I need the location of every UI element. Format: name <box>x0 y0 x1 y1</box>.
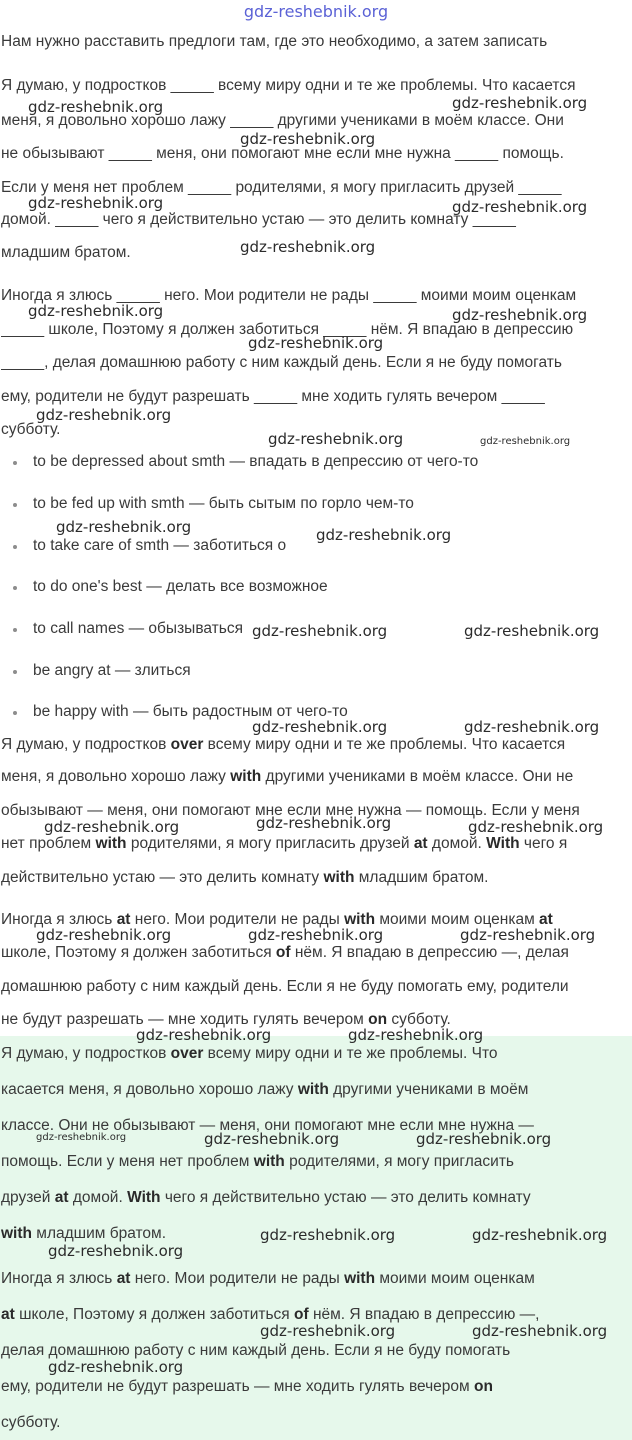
watermark: gdz-reshebnik.org <box>468 818 604 836</box>
answer-line: не будут разрешать — мне ходить гулять вечером on субботу. <box>1 1011 451 1028</box>
exercise-line: младшим братом. <box>1 244 131 261</box>
watermark: gdz-reshebnik.org <box>452 198 588 216</box>
final-answer-line: делая домашнюю работу с ним каждый день. Если я не буду помогать <box>1 1342 511 1359</box>
exercise-line: ему, родители не будут разрешать _____ мне ходить гулять вечером _____ <box>1 388 545 405</box>
watermark: gdz-reshebnik.org <box>452 306 588 324</box>
answer-line: Я думаю, у подростков over всему миру одни и те же проблемы. Что касается <box>1 736 566 753</box>
watermark: gdz-reshebnik.org <box>472 1322 608 1340</box>
watermark: gdz-reshebnik.org <box>240 238 376 256</box>
watermark: gdz-reshebnik.org <box>28 302 164 320</box>
final-answer-line: друзей at домой. With чего я действительно устаю — это делить комнату <box>1 1189 531 1206</box>
watermark: gdz-reshebnik.org <box>36 406 172 424</box>
final-answer-line: касается меня, я довольно хорошо лажу with другими учениками в моём <box>1 1081 529 1098</box>
answer-line: меня, я довольно хорошо лажу with другими учениками в моём классе. Они не <box>1 768 574 785</box>
watermark: gdz-reshebnik.org <box>268 430 404 448</box>
vocab-item: be happy with — быть радостным от чего-то <box>14 702 348 722</box>
watermark: gdz-reshebnik.org <box>240 130 376 148</box>
exercise-line: домой. _____ чего я действительно устаю — это делить комнату _____ <box>1 211 516 228</box>
final-answer-line: Я думаю, у подростков over всему миру одни и те же проблемы. Что <box>1 1045 498 1062</box>
watermark: gdz-reshebnik.org <box>464 622 600 640</box>
final-answer-line: субботу. <box>1 1414 61 1431</box>
watermark: gdz-reshebnik.org <box>44 818 180 836</box>
watermark: gdz-reshebnik.org <box>260 1322 396 1340</box>
watermark: gdz-reshebnik.org <box>464 718 600 736</box>
watermark: gdz-reshebnik.org <box>348 1026 484 1044</box>
final-answer-line: помощь. Если у меня нет проблем with родителями, я могу пригласить <box>1 1153 514 1170</box>
exercise-line: субботу. <box>1 421 61 438</box>
exercise-line: _____ школе, Поэтому я должен заботиться _____ нём. Я впадаю в депрессию <box>1 321 574 338</box>
final-answer-line: with младшим братом. <box>1 1225 167 1242</box>
watermark: gdz-reshebnik.org <box>252 622 388 640</box>
watermark: gdz-reshebnik.org <box>256 814 392 832</box>
watermark: gdz-reshebnik.org <box>248 926 384 944</box>
exercise-line: Если у меня нет проблем _____ родителями, я могу пригласить друзей _____ <box>1 179 562 196</box>
watermark: gdz-reshebnik.org <box>472 1226 608 1244</box>
watermark: gdz-reshebnik.org <box>28 98 164 116</box>
watermark: gdz-reshebnik.org <box>452 94 588 112</box>
watermark: gdz-reshebnik.org <box>204 1130 340 1148</box>
watermark: gdz-reshebnik.org <box>460 926 596 944</box>
vocab-item: to do one's best — делать все возможное <box>14 577 328 597</box>
vocab-item: to take care of smth — заботиться о <box>14 536 286 556</box>
exercise-line: _____, делая домашнюю работу с ним каждый день. Если я не буду помогать <box>1 354 562 371</box>
answer-line: школе, Поэтому я должен заботиться of нём. Я впадаю в депрессию —, делая <box>1 944 569 961</box>
final-answer-line: ему, родители не будут разрешать — мне ходить гулять вечером on <box>1 1378 493 1395</box>
exercise-line: Иногда я злюсь _____ него. Мои родители не рады _____ моими моим оценкам <box>1 287 577 304</box>
watermark: gdz-reshebnik.org <box>248 334 384 352</box>
watermark: gdz-reshebnik.org <box>56 518 192 536</box>
watermark: gdz-reshebnik.org <box>480 436 571 447</box>
watermark: gdz-reshebnik.org <box>260 1226 396 1244</box>
header-watermark: gdz-reshebnik.org <box>243 2 389 21</box>
watermark: gdz-reshebnik.org <box>28 194 164 212</box>
watermark: gdz-reshebnik.org <box>36 1132 127 1143</box>
watermark: gdz-reshebnik.org <box>36 926 172 944</box>
exercise-line: Я думаю, у подростков _____ всему миру одни и те же проблемы. Что касается <box>1 77 576 94</box>
task-instruction: Нам нужно расставить предлоги там, где это необходимо, а затем записать <box>1 33 548 50</box>
vocab-item: to be depressed about smth — впадать в депрессию от чего-то <box>14 452 478 472</box>
watermark: gdz-reshebnik.org <box>48 1358 184 1376</box>
exercise-line: не обызывают _____ меня, они помогают мне если мне нужна _____ помощь. <box>1 145 564 162</box>
final-answer-line: at школе, Поэтому я должен заботиться of нём. Я впадаю в депрессию —, <box>1 1306 540 1323</box>
final-answer-line: Иногда я злюсь at него. Мои родители не рады with моими моим оценкам <box>1 1270 535 1287</box>
vocab-item: to be fed up with smth — быть сытым по горло чем-то <box>14 494 414 514</box>
final-answer-line: классе. Они не обызывают — меня, они помогают мне если мне нужна — <box>1 1117 534 1134</box>
watermark: gdz-reshebnik.org <box>316 526 452 544</box>
watermark: gdz-reshebnik.org <box>48 1242 184 1260</box>
watermark: gdz-reshebnik.org <box>252 718 388 736</box>
exercise-line: меня, я довольно хорошо лажу _____ другими учениками в моём классе. Они <box>1 112 564 129</box>
watermark: gdz-reshebnik.org <box>416 1130 552 1148</box>
vocab-item: be angry at — злиться <box>14 661 191 681</box>
answer-line: обызывают — меня, они помогают мне если мне нужна — помощь. Если у меня <box>1 802 580 819</box>
vocab-item: to call names — обызываться <box>14 619 243 639</box>
answer-line: действительно устаю — это делить комнату with младшим братом. <box>1 869 489 886</box>
answer-line: Иногда я злюсь at него. Мои родители не рады with моими моим оценкам at <box>1 911 553 928</box>
answer-line: домашнюю работу с ним каждый день. Если я не буду помогать ему, родители <box>1 978 569 995</box>
watermark: gdz-reshebnik.org <box>136 1026 272 1044</box>
answer-line: нет проблем with родителями, я могу пригласить друзей at домой. With чего я <box>1 835 568 852</box>
